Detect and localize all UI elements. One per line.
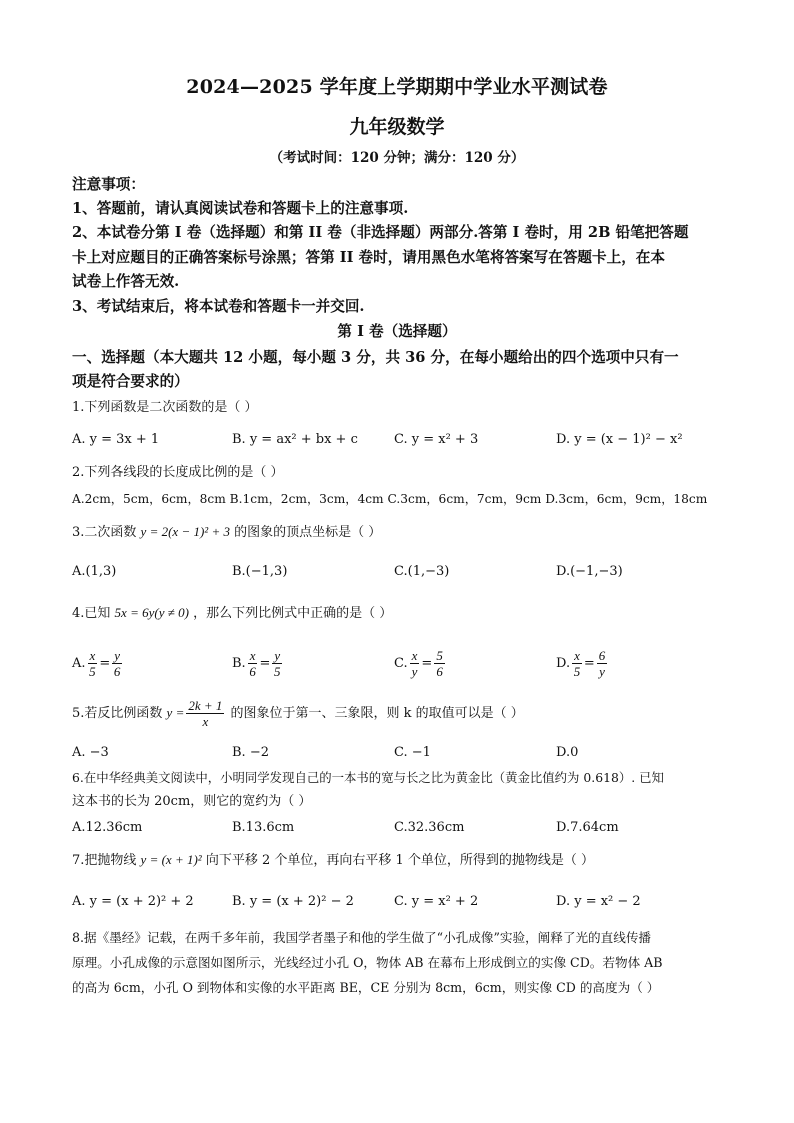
notice-item-2-line-1: 2、本试卷分第 I 卷（选择题）和第 II 卷（非选择题）两部分.答第 I 卷时，用 2B 铅笔把答题 xyxy=(72,224,689,241)
question-4-option-b: B. $\frac{x}{6}$ = $\frac{y}{5}$ xyxy=(232,648,281,679)
question-3-stem xyxy=(72,524,381,541)
question-6-option-a: A.12.36cm xyxy=(72,820,143,835)
numerator: x xyxy=(411,648,418,663)
notice-heading: 注意事项： xyxy=(72,176,145,193)
section-1-header-line-1: 一、选择题（本大题共 12 小题，每小题 3 分，共 36 分，在每小题给出的四个选项中只有一 xyxy=(72,349,679,366)
question-7-expression: y = (x + 1)² xyxy=(140,852,202,867)
exam-subtitle: 九年级数学 xyxy=(349,116,445,138)
denominator: y xyxy=(411,664,418,679)
question-3-option-b: B.(−1,3) xyxy=(232,564,288,579)
question-1-stem: 1.下列函数是二次函数的是（ ） xyxy=(72,400,258,415)
question-6-line-1: 6.在中华经典美文阅读中，小明同学发现自己的一本书的宽与长之比为黄金比（黄金比值约为 0.618）. 已知 xyxy=(72,770,664,785)
fraction xyxy=(112,648,122,679)
fraction xyxy=(434,648,445,679)
question-7-option-c: C. y = x² + 2 xyxy=(394,894,479,909)
question-6-line-2: 这本书的长为 20cm，则它的宽约为（ ） xyxy=(72,794,312,809)
denominator: x xyxy=(202,714,209,729)
question-7-stem xyxy=(72,852,594,869)
question-5-stem-prefix: 5.若反比例函数 xyxy=(72,706,163,721)
question-5-fraction xyxy=(186,698,224,729)
numerator: x xyxy=(89,648,96,663)
exam-time-info: （考试时间：120 分钟；满分：120 分） xyxy=(269,150,525,166)
question-4-option-c: C. $\frac{x}{y}$ = $\frac{5}{6}$ xyxy=(394,648,443,679)
question-2-stem: 2.下列各线段的长度成比例的是（ ） xyxy=(72,465,284,480)
question-8-line-3: 的高为 6cm，小孔 O 到物体和实像的水平距离 BE，CE 分别为 8cm，6cm，则实像 CD 的高度为（ ） xyxy=(72,980,660,995)
question-4-expression: 5x = 6y(y ≠ 0) xyxy=(114,605,189,620)
fraction xyxy=(88,648,98,679)
question-6-option-d: D.7.64cm xyxy=(556,820,619,835)
notice-item-1: 1、答题前，请认真阅读试卷和答题卡上的注意事项. xyxy=(72,200,409,217)
fraction xyxy=(597,648,608,679)
part-1-title: 第 I 卷（选择题） xyxy=(337,323,457,340)
fraction xyxy=(272,648,282,679)
question-5-option-a: A. −3 xyxy=(72,745,109,760)
question-8-line-2: 原理。小孔成像的示意图如图所示，光线经过小孔 O，物体 AB 在幕布上形成倒立的实像 CD。若物体 AB xyxy=(72,955,663,970)
question-3-stem-suffix: 的图象的顶点坐标是（ ） xyxy=(234,525,382,540)
question-7-stem-suffix: 向下平移 2 个单位，再向右平移 1 个单位，所得到的抛物线是（ ） xyxy=(205,853,595,868)
fraction xyxy=(248,648,258,679)
question-2-options: A.2cm，5cm，6cm，8cm B.1cm，2cm，3cm，4cm C.3cm，6cm，7cm，9cm D.3cm，6cm，9cm，18cm xyxy=(72,492,708,506)
denominator: 5 xyxy=(89,664,96,679)
denominator: 5 xyxy=(573,664,581,679)
question-5-option-d: D.0 xyxy=(556,745,579,760)
question-6-option-b: B.13.6cm xyxy=(232,820,295,835)
question-7-option-b: B. y = (x + 2)² − 2 xyxy=(232,894,354,909)
question-5-option-c: C. −1 xyxy=(394,745,431,760)
option-label: A. xyxy=(72,656,86,671)
question-1-option-b: B. y = ax² + bx + c xyxy=(232,432,358,447)
question-5-stem xyxy=(72,698,524,729)
notice-item-3: 3、考试结束后，将本试卷和答题卡一并交回. xyxy=(72,298,365,315)
numerator: 2k + 1 xyxy=(188,698,223,713)
numerator: y xyxy=(114,648,120,663)
question-3-expression: y = 2(x − 1)² + 3 xyxy=(140,524,230,539)
exam-title: 2024—2025 学年度上学期期中学业水平测试卷 xyxy=(186,76,608,98)
question-5-lhs: y = xyxy=(166,705,185,720)
numerator: x xyxy=(574,648,580,663)
section-1-header-line-2: 项是符合要求的） xyxy=(72,373,189,390)
question-3-option-d: D.(−1,−3) xyxy=(556,564,623,579)
question-8-line-1: 8.据《墨经》记载，在两千多年前，我国学者墨子和他的学生做了“小孔成像”实验，阐释了光的直线传播 xyxy=(72,930,652,945)
question-4-stem-prefix: 4.已知 xyxy=(72,606,111,621)
question-4-option-d: D. $\frac{x}{5}$ = $\frac{6}{y}$ xyxy=(556,648,606,679)
numerator: y xyxy=(274,648,281,663)
numerator: 6 xyxy=(598,648,606,663)
question-3-stem-prefix: 3.二次函数 xyxy=(72,525,137,540)
question-5-option-b: B. −2 xyxy=(232,745,269,760)
question-7-stem-prefix: 7.把抛物线 xyxy=(72,853,137,868)
option-label: B. xyxy=(232,656,246,671)
fraction xyxy=(572,648,582,679)
denominator: 5 xyxy=(274,664,281,679)
question-1-option-d: D. y = (x − 1)² − x² xyxy=(556,432,683,447)
question-1-option-a: A. y = 3x + 1 xyxy=(72,432,160,447)
question-4-stem-suffix: ，那么下列比例式中正确的是（ ） xyxy=(193,606,393,621)
denominator: y xyxy=(599,664,605,679)
fraction xyxy=(410,648,420,679)
notice-item-2-line-3: 试卷上作答无效. xyxy=(72,273,180,290)
numerator: x xyxy=(249,648,256,663)
numerator: 5 xyxy=(436,648,443,663)
question-6-option-c: C.32.36cm xyxy=(394,820,465,835)
question-5-stem-suffix: 的图象位于第一、三象限，则 k 的取值可以是（ ） xyxy=(230,706,524,721)
option-label: C. xyxy=(394,656,408,671)
question-7-option-a: A. y = (x + 2)² + 2 xyxy=(72,894,194,909)
question-4-stem xyxy=(72,605,392,622)
notice-item-2-line-2: 卡上对应题目的正确答案标号涂黑；答第 II 卷时，请用黑色水笔将答案写在答题卡上，在本 xyxy=(72,249,665,266)
question-7-option-d: D. y = x² − 2 xyxy=(556,894,641,909)
option-label: D. xyxy=(556,656,571,671)
denominator: 6 xyxy=(249,664,256,679)
question-3-option-c: C.(1,−3) xyxy=(394,564,450,579)
denominator: 6 xyxy=(113,664,121,679)
denominator: 6 xyxy=(436,664,443,679)
question-1-option-c: C. y = x² + 3 xyxy=(394,432,479,447)
question-3-option-a: A.(1,3) xyxy=(72,564,117,579)
question-4-option-a: A. $\frac{x}{5}$ = $\frac{y}{6}$ xyxy=(72,648,121,679)
